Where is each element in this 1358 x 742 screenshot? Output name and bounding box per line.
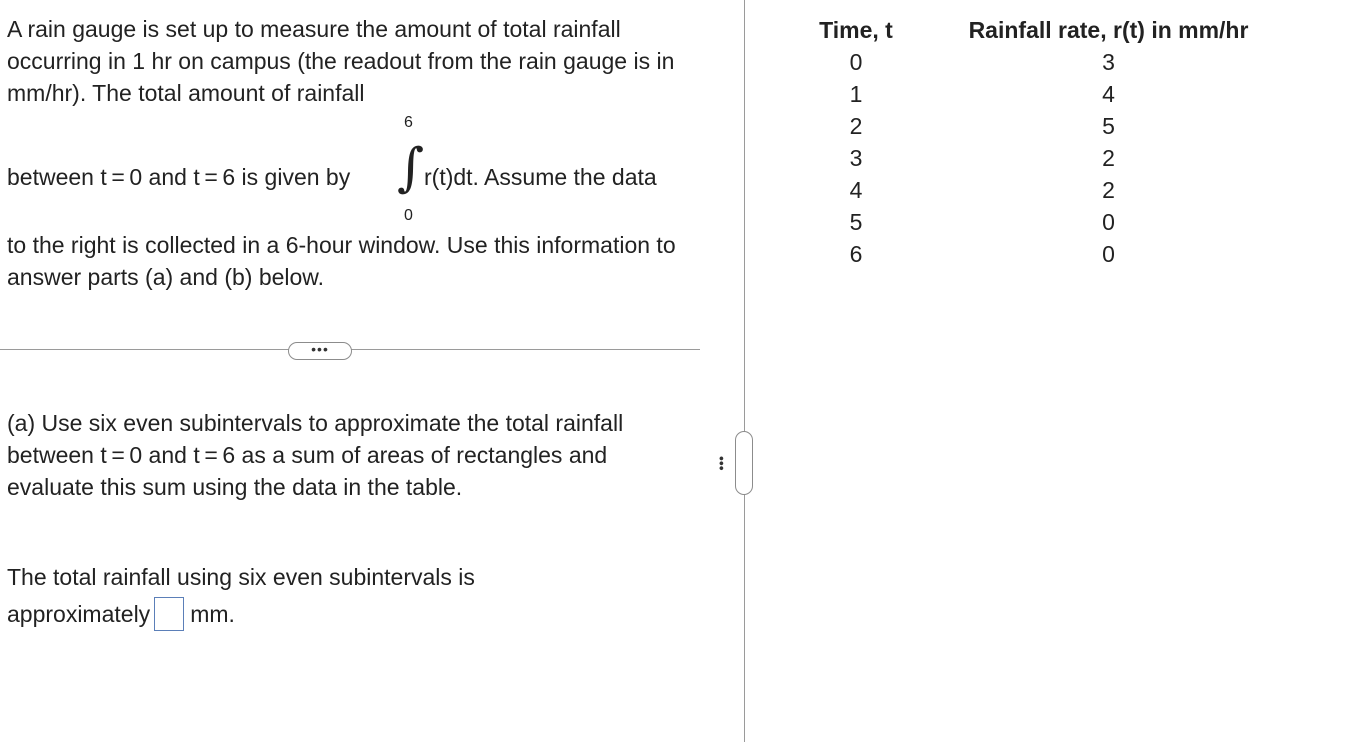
table-column-rate [946,14,1271,270]
splitter-handle[interactable]: ••• [735,431,753,495]
answer-input[interactable] [154,597,184,631]
table-cell-time: 5 [849,209,863,235]
table-header-rate: Rainfall rate, r(t) in mm/hr [968,17,1249,43]
table-cell-rate: 3 [1102,49,1115,75]
table-cell-rate: 2 [1102,177,1115,203]
integral-sign: ∫ [397,138,425,198]
table-cell-rate: 0 [1102,241,1115,267]
question-intro-continued: to the right is collected in a 6-hour window. Use this information to answer parts (a) and (b) below. [7,232,676,290]
table-cell-time: 0 [849,49,863,75]
answer-prefix: approximately [7,601,151,627]
integral-upper-limit: 6 [404,114,413,131]
question-integral-lead: between t = 0 and t = 6 is given by [7,164,351,190]
table-cell-rate: 5 [1102,113,1115,139]
integral-lower-limit: 0 [404,207,413,224]
answer-line [7,598,235,633]
table-header-time: Time, t [819,17,893,43]
table-cell-time: 3 [849,145,863,171]
answer-statement: The total rainfall using six even subintervals is [7,564,475,590]
table-cell-rate: 4 [1102,81,1115,107]
question-intro: A rain gauge is set up to measure the amount of total rainfall occurring in 1 hr on campus (the readout from the rain gauge is in mm/hr). The total amount of rainfall [7,16,675,106]
table-cell-time: 6 [849,241,863,267]
table-column-time [796,14,916,270]
table-cell-time: 2 [849,113,863,139]
part-a-prompt: (a) Use six even subintervals to approximate the total rainfall between t = 0 and t = 6 as a sum of areas of rectangles and evaluate this sum using the data in the table. [7,410,624,500]
integral-integrand: r(t)dt. Assume the data [424,164,657,190]
table-cell-rate: 2 [1102,145,1115,171]
answer-unit: mm. [190,601,235,627]
table-cell-rate: 0 [1102,209,1115,235]
expand-more-button[interactable]: ••• [288,342,352,360]
pane-splitter[interactable] [744,0,745,742]
table-cell-time: 1 [849,81,863,107]
table-cell-time: 4 [849,177,863,203]
